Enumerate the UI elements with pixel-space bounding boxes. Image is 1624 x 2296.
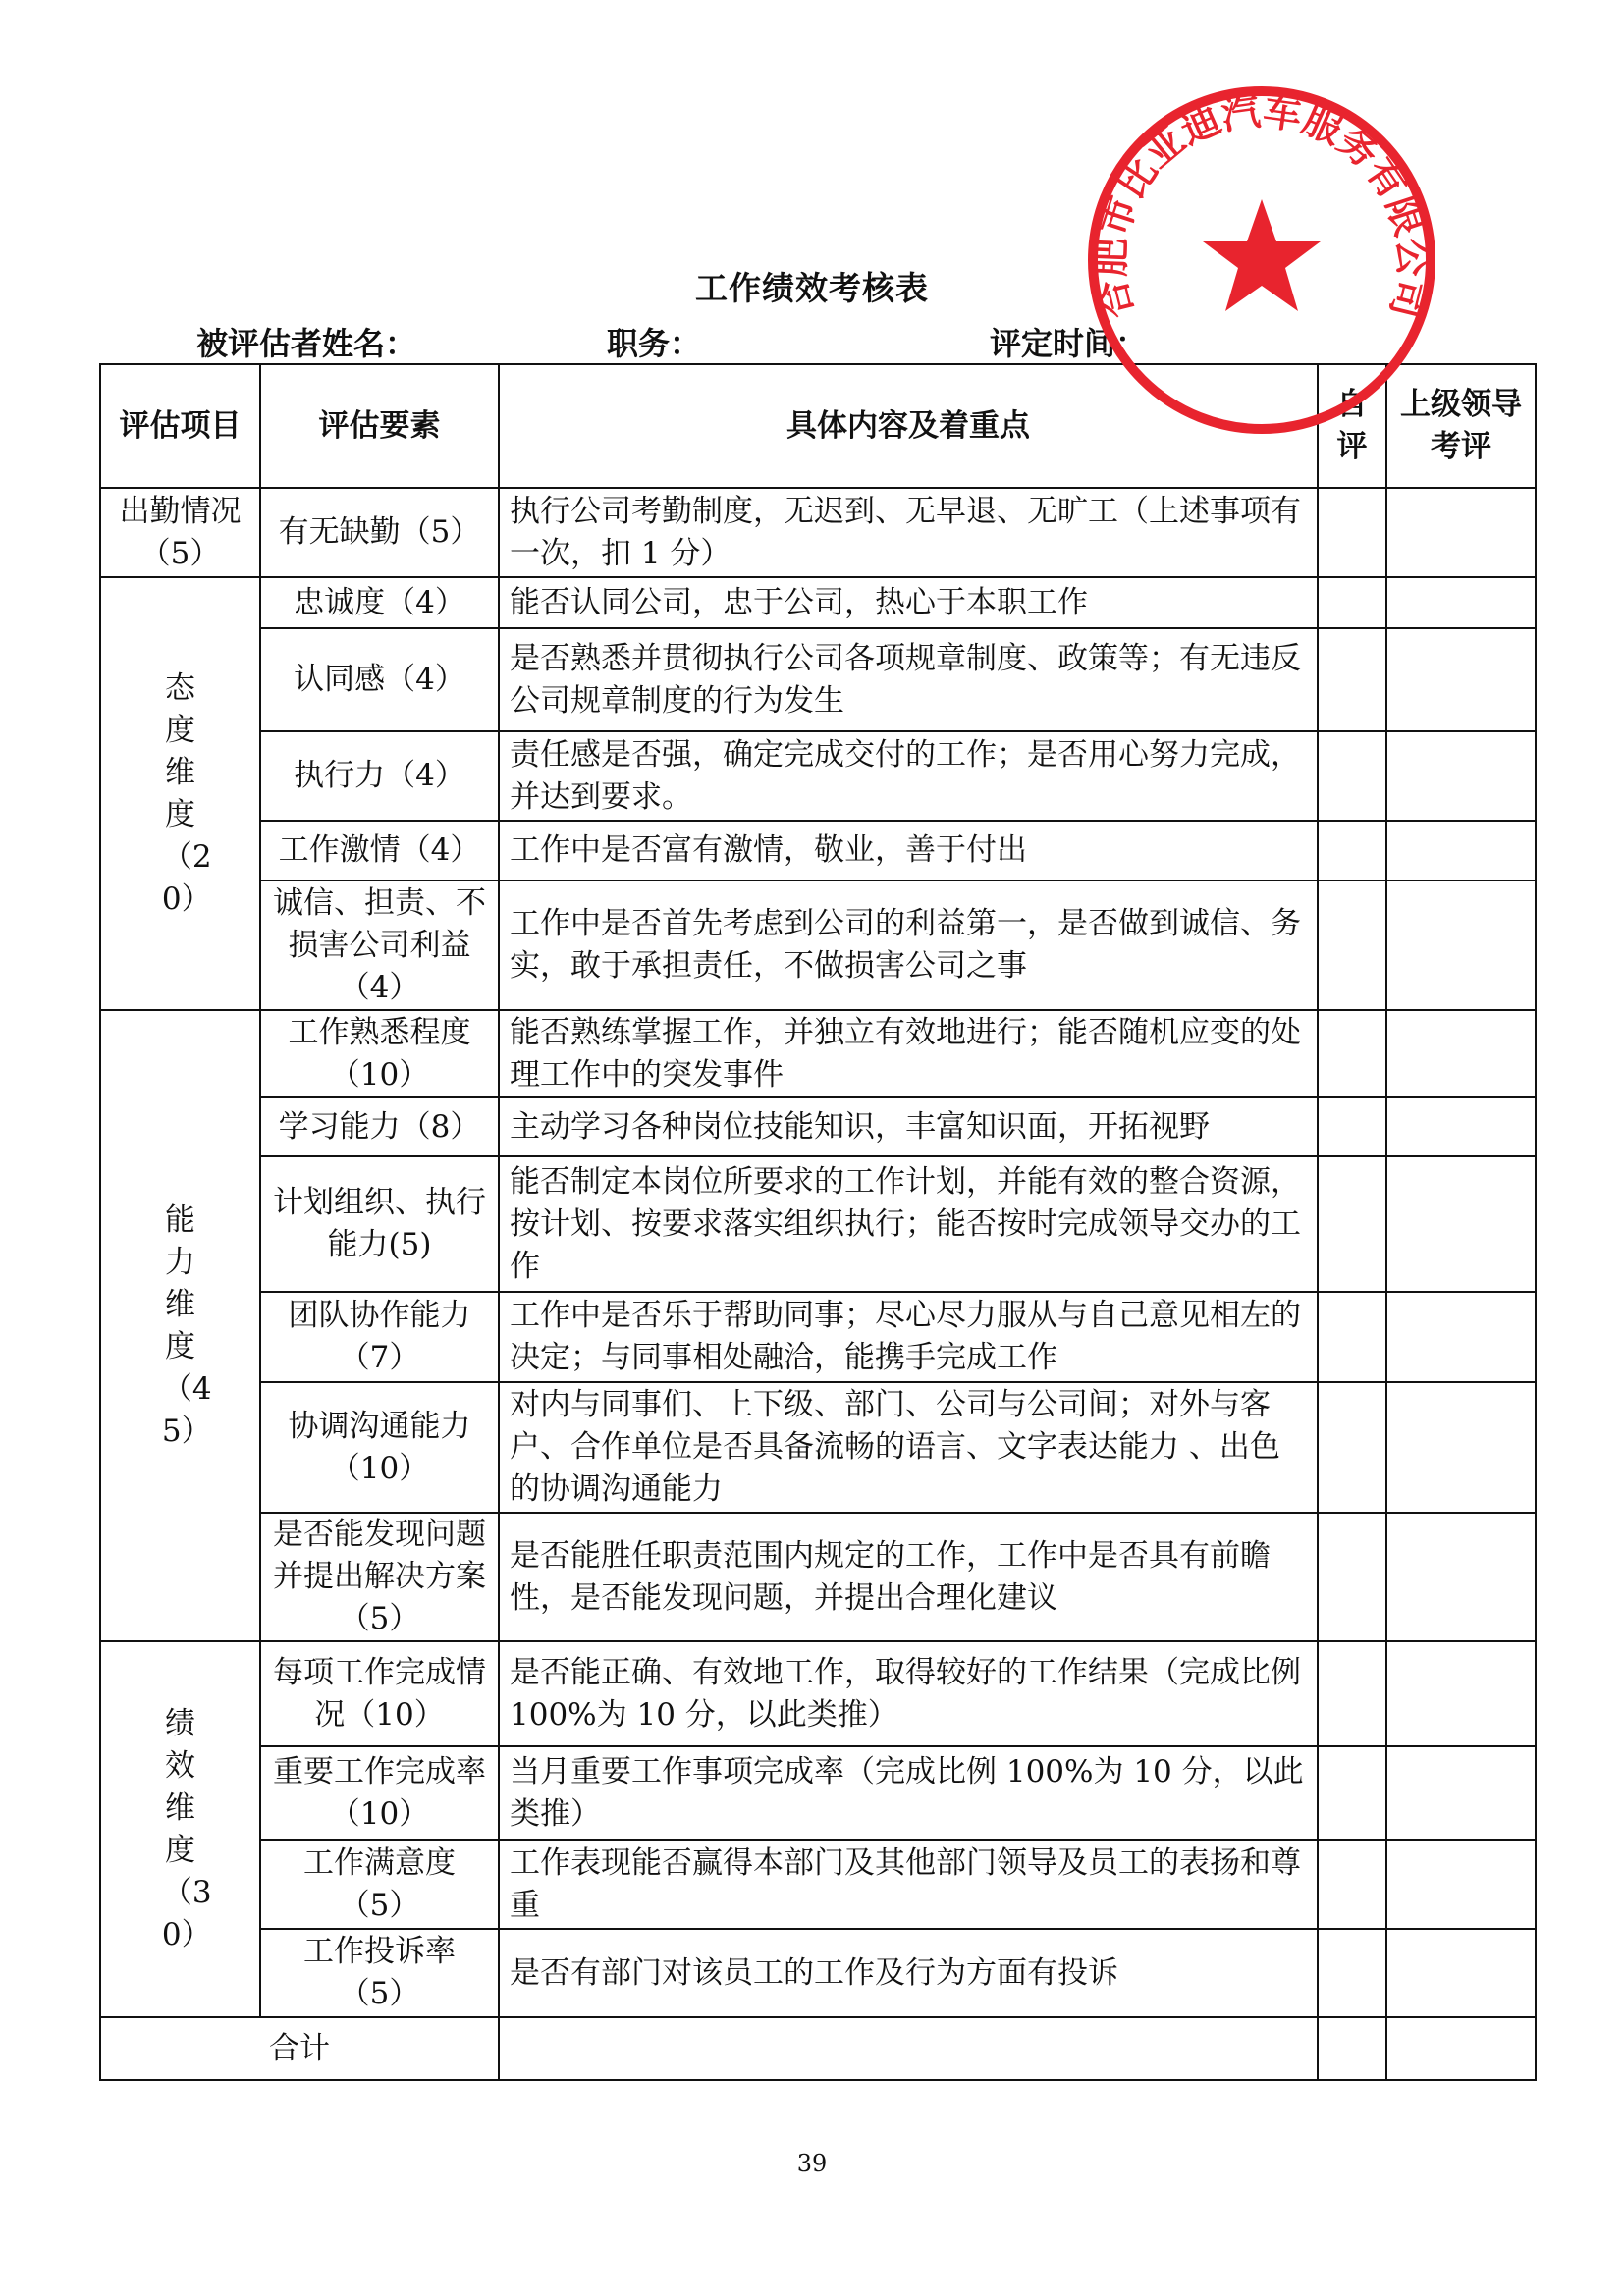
element-cell: 学习能力（8）: [260, 1097, 499, 1156]
table-row: [100, 1840, 1536, 1929]
content-cell: 主动学习各种岗位技能知识，丰富知识面，开拓视野: [499, 1097, 1318, 1156]
leader-score-cell[interactable]: [1386, 488, 1536, 577]
leader-score-cell[interactable]: [1386, 1840, 1536, 1929]
leader-score-cell[interactable]: [1386, 1513, 1536, 1641]
self-score-cell[interactable]: [1318, 1929, 1386, 2017]
self-score-cell[interactable]: [1318, 488, 1386, 577]
self-score-cell[interactable]: [1318, 1382, 1386, 1513]
content-cell: 是否能胜任职责范围内规定的工作，工作中是否具有前瞻性，是否能发现问题，并提出合理化建议: [499, 1513, 1318, 1641]
category-performance: 绩效维度（30）: [100, 1641, 260, 2017]
self-score-cell[interactable]: [1318, 1097, 1386, 1156]
table-row: [100, 577, 1536, 628]
table-row: [100, 1641, 1536, 1746]
content-cell: 工作中是否富有激情，敬业，善于付出: [499, 821, 1318, 881]
page-number: 39: [796, 2150, 828, 2177]
content-cell: 是否有部门对该员工的工作及行为方面有投诉: [499, 1929, 1318, 2017]
content-cell: 责任感是否强，确定完成交付的工作；是否用心努力完成，并达到要求。: [499, 731, 1318, 821]
table-row: [100, 1746, 1536, 1840]
content-cell: 能否熟练掌握工作，并独立有效地进行；能否随机应变的处理工作中的突发事件: [499, 1010, 1318, 1097]
column-header-item: 评估项目: [100, 364, 260, 488]
total-row: [100, 2017, 1536, 2080]
evaluation-date-label: 评定时间：: [990, 325, 1148, 362]
category-ability: 能力维度（45）: [100, 1010, 260, 1641]
element-cell: 工作激情（4）: [260, 821, 499, 881]
element-cell: 有无缺勤（5）: [260, 488, 499, 577]
content-cell: 是否能正确、有效地工作，取得较好的工作结果（完成比例 100%为 10 分，以此类推）: [499, 1641, 1318, 1746]
table-row: [100, 1010, 1536, 1097]
element-cell: 协调沟通能力（10）: [260, 1382, 499, 1513]
self-score-cell[interactable]: [1318, 1641, 1386, 1746]
table-row: [100, 731, 1536, 821]
self-score-cell[interactable]: [1318, 1010, 1386, 1097]
column-header-content: 具体内容及着重点: [499, 364, 1318, 488]
table-row: [100, 1513, 1536, 1641]
column-header-element: 评估要素: [260, 364, 499, 488]
table-row: [100, 488, 1536, 577]
self-score-cell[interactable]: [1318, 1292, 1386, 1382]
content-cell: 工作中是否乐于帮助同事；尽心尽力服从与自己意见相左的决定；与同事相处融洽，能携手完成工作: [499, 1292, 1318, 1382]
content-cell: 工作表现能否赢得本部门及其他部门领导及员工的表扬和尊重: [499, 1840, 1318, 1929]
table-row: [100, 1929, 1536, 2017]
self-score-cell[interactable]: [1318, 1156, 1386, 1292]
leader-score-cell[interactable]: [1386, 1746, 1536, 1840]
total-content-cell: [499, 2017, 1318, 2080]
self-score-cell[interactable]: [1318, 881, 1386, 1010]
leader-score-cell[interactable]: [1386, 1010, 1536, 1097]
table-row: [100, 881, 1536, 1010]
seal-text: 合肥市比亚迪汽车服务有限公司: [1088, 88, 1435, 323]
content-cell: 当月重要工作事项完成率（完成比例 100%为 10 分，以此类推）: [499, 1746, 1318, 1840]
table-row: [100, 821, 1536, 881]
element-cell: 认同感（4）: [260, 628, 499, 731]
leader-score-cell[interactable]: [1386, 1156, 1536, 1292]
total-label: 合计: [100, 2017, 499, 2080]
category-attitude: 态度维度（20）: [100, 577, 260, 1010]
column-header-self: 自评: [1318, 364, 1386, 488]
content-cell: 对内与同事们、上下级、部门、公司与公司间；对外与客户、合作单位是否具备流畅的语言、文字表达能力 、出色的协调沟通能力: [499, 1382, 1318, 1513]
total-self-cell[interactable]: [1318, 2017, 1386, 2080]
total-leader-cell[interactable]: [1386, 2017, 1536, 2080]
content-cell: 执行公司考勤制度，无迟到、无早退、无旷工（上述事项有一次，扣 1 分）: [499, 488, 1318, 577]
leader-score-cell[interactable]: [1386, 1292, 1536, 1382]
self-score-cell[interactable]: [1318, 821, 1386, 881]
table-row: [100, 628, 1536, 731]
element-cell: 重要工作完成率（10）: [260, 1746, 499, 1840]
leader-score-cell[interactable]: [1386, 881, 1536, 1010]
column-header-leader: 上级领导考评: [1386, 364, 1536, 488]
element-cell: 执行力（4）: [260, 731, 499, 821]
table-row: [100, 1097, 1536, 1156]
self-score-cell[interactable]: [1318, 577, 1386, 628]
table-row: [100, 1382, 1536, 1513]
leader-score-cell[interactable]: [1386, 731, 1536, 821]
content-cell: 能否认同公司，忠于公司，热心于本职工作: [499, 577, 1318, 628]
element-cell: 忠诚度（4）: [260, 577, 499, 628]
position-label: 职务：: [607, 325, 702, 362]
table-row: [100, 1156, 1536, 1292]
leader-score-cell[interactable]: [1386, 1929, 1536, 2017]
evaluatee-name-label: 被评估者姓名：: [196, 325, 417, 362]
leader-score-cell[interactable]: [1386, 577, 1536, 628]
form-title: 工作绩效考核表: [695, 269, 929, 307]
self-score-cell[interactable]: [1318, 1513, 1386, 1641]
element-cell: 是否能发现问题并提出解决方案（5）: [260, 1513, 499, 1641]
content-cell: 工作中是否首先考虑到公司的利益第一，是否做到诚信、务实，敢于承担责任，不做损害公司之事: [499, 881, 1318, 1010]
evaluation-table: [99, 363, 1537, 2081]
table-row: [100, 1292, 1536, 1382]
element-cell: 团队协作能力（7）: [260, 1292, 499, 1382]
content-cell: 能否制定本岗位所要求的工作计划，并能有效的整合资源，按计划、按要求落实组织执行；能否按时完成领导交办的工作: [499, 1156, 1318, 1292]
self-score-cell[interactable]: [1318, 731, 1386, 821]
self-score-cell[interactable]: [1318, 628, 1386, 731]
leader-score-cell[interactable]: [1386, 1382, 1536, 1513]
leader-score-cell[interactable]: [1386, 628, 1536, 731]
element-cell: 诚信、担责、不损害公司利益（4）: [260, 881, 499, 1010]
content-cell: 是否熟悉并贯彻执行公司各项规章制度、政策等；有无违反公司规章制度的行为发生: [499, 628, 1318, 731]
element-cell: 工作投诉率（5）: [260, 1929, 499, 2017]
category-attendance: 出勤情况（5）: [100, 488, 260, 577]
leader-score-cell[interactable]: [1386, 1097, 1536, 1156]
self-score-cell[interactable]: [1318, 1840, 1386, 1929]
self-score-cell[interactable]: [1318, 1746, 1386, 1840]
leader-score-cell[interactable]: [1386, 821, 1536, 881]
table-header-row: [100, 364, 1536, 488]
leader-score-cell[interactable]: [1386, 1641, 1536, 1746]
element-cell: 工作满意度（5）: [260, 1840, 499, 1929]
element-cell: 工作熟悉程度（10）: [260, 1010, 499, 1097]
element-cell: 每项工作完成情况（10）: [260, 1641, 499, 1746]
element-cell: 计划组织、执行能力(5): [260, 1156, 499, 1292]
